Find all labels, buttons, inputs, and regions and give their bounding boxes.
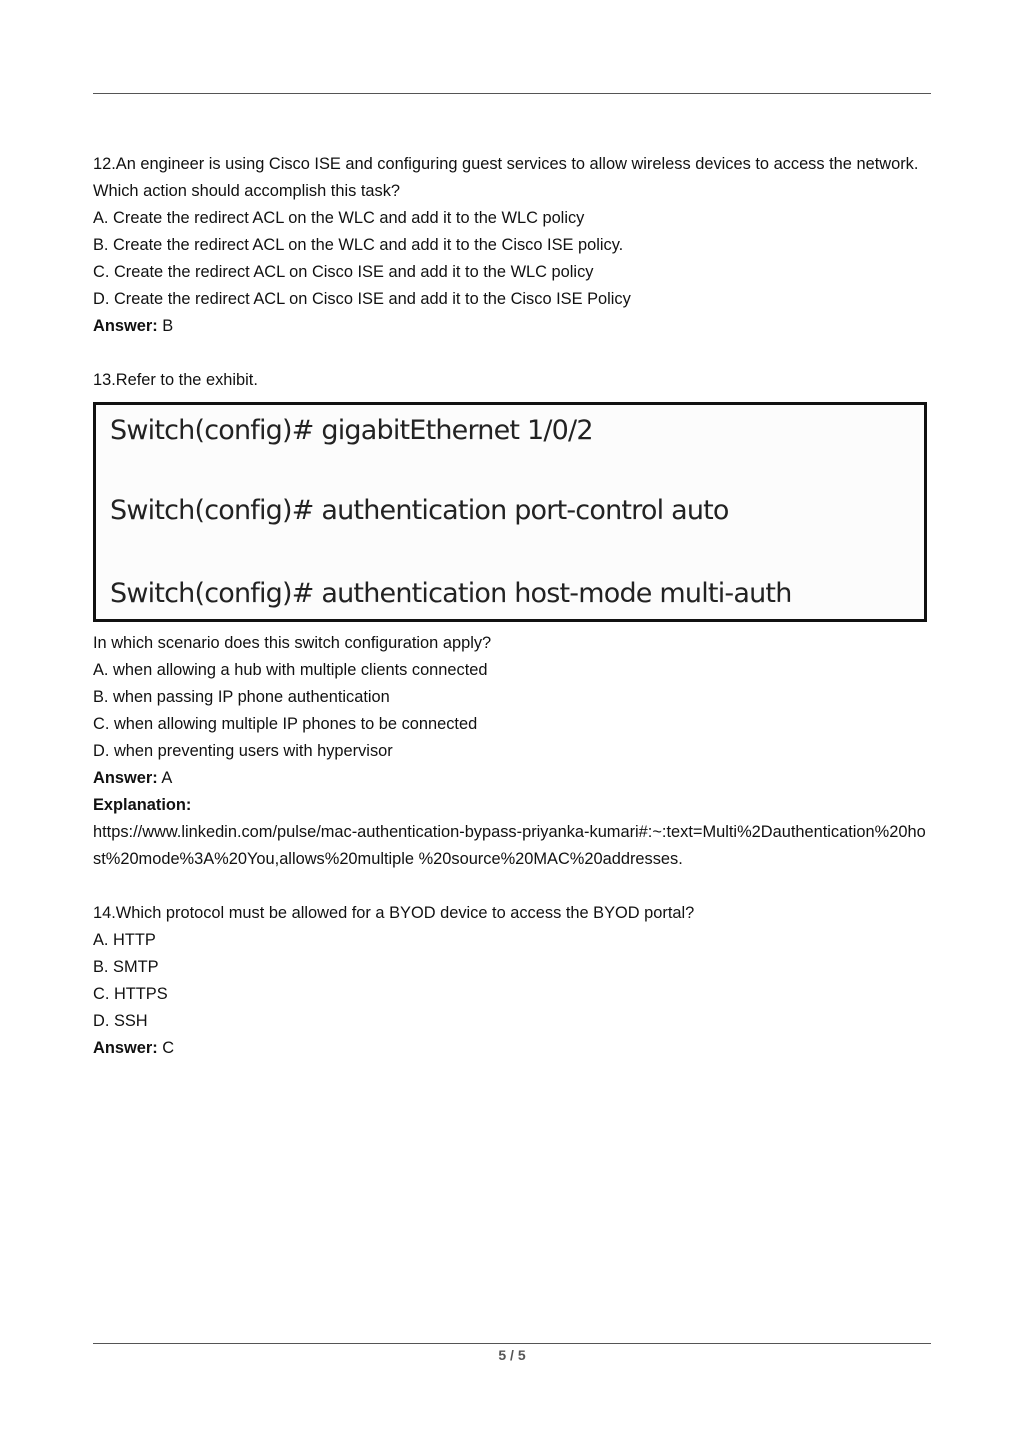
question-prompt: 12.An engineer is using Cisco ISE and configuring guest services to allow wireless devices to access the network. bbox=[93, 155, 919, 173]
option-a: A. Create the redirect ACL on the WLC and add it to the WLC policy bbox=[93, 209, 585, 227]
footer-rule bbox=[93, 1343, 931, 1344]
answer-label: Answer: bbox=[93, 769, 158, 787]
answer bbox=[93, 765, 933, 792]
question-12 bbox=[93, 151, 933, 340]
answer-value: B bbox=[157, 317, 174, 335]
question-text: Which action should accomplish this task? bbox=[93, 182, 401, 200]
exhibit-command: Switch(config)# authentication port-control auto bbox=[110, 495, 729, 526]
option-b: B. when passing IP phone authentication bbox=[93, 688, 390, 706]
option-d: D. Create the redirect ACL on Cisco ISE and add it to the Cisco ISE Policy bbox=[93, 290, 631, 308]
answer-label: Answer: bbox=[93, 317, 158, 335]
question-prompt: 14.Which protocol must be allowed for a BYOD device to access the BYOD portal? bbox=[93, 904, 695, 922]
exhibit-command: Switch(config)# authentication host-mode multi-auth bbox=[110, 578, 792, 609]
option-c: C. Create the redirect ACL on Cisco ISE and add it to the WLC policy bbox=[93, 263, 594, 281]
header-rule bbox=[93, 93, 931, 94]
option-b: B. SMTP bbox=[93, 958, 159, 976]
option-a: A. HTTP bbox=[93, 931, 156, 949]
option-a: A. when allowing a hub with multiple clients connected bbox=[93, 661, 488, 679]
page-content bbox=[93, 151, 933, 1062]
option-d: D. when preventing users with hypervisor bbox=[93, 742, 393, 760]
question-14 bbox=[93, 900, 933, 1062]
exhibit-image bbox=[93, 402, 927, 622]
option-b: B. Create the redirect ACL on the WLC and add it to the Cisco ISE policy. bbox=[93, 236, 624, 254]
exhibit-command: Switch(config)# gigabitEthernet 1/0/2 bbox=[110, 415, 593, 446]
option-c: C. when allowing multiple IP phones to be connected bbox=[93, 715, 478, 733]
option-c: C. HTTPS bbox=[93, 985, 168, 1003]
explanation-link[interactable]: https://www.linkedin.com/pulse/mac-authentication-bypass-priyanka-kumari#:~:text=Multi%2Dauthentication%20host%20mode%3A%20You,allows%20multiple %20source%20MAC%20addresses. bbox=[93, 823, 926, 868]
answer bbox=[93, 1035, 933, 1062]
option-d: D. SSH bbox=[93, 1012, 148, 1030]
question-13 bbox=[93, 367, 933, 873]
answer bbox=[93, 313, 933, 340]
explanation-label: Explanation: bbox=[93, 796, 192, 814]
question-text: In which scenario does this switch configuration apply? bbox=[93, 634, 492, 652]
answer-value: C bbox=[157, 1039, 175, 1057]
answer-label: Answer: bbox=[93, 1039, 158, 1057]
page-number: 5 / 5 bbox=[498, 1347, 526, 1363]
question-prompt: 13.Refer to the exhibit. bbox=[93, 371, 258, 389]
answer-value: A bbox=[157, 769, 173, 787]
